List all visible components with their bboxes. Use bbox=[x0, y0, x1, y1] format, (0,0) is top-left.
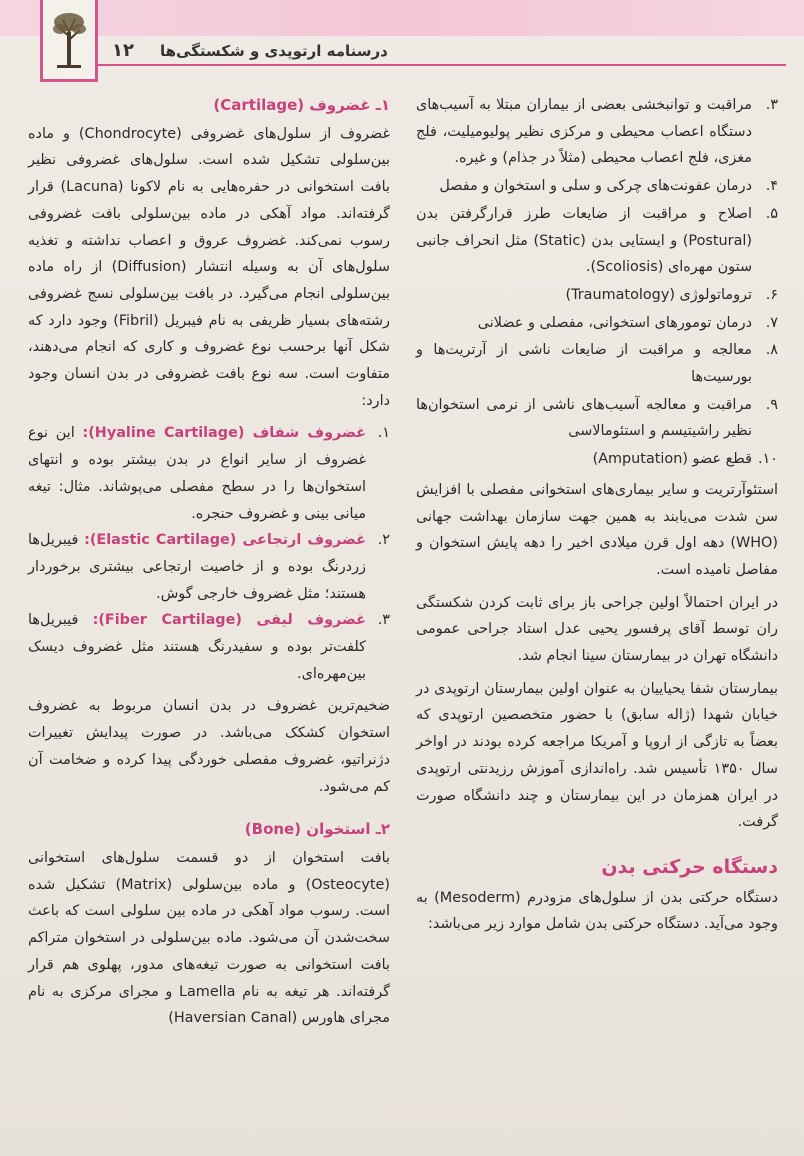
paragraph: در ایران احتمالاً اولین جراحی باز برای ثابت کردن شکستگی ران توسط آقای پرفسور یحیی عدل استاد جراحی عمومی دانشگاه تهران در بیمارستان سینا انجام شد. bbox=[416, 594, 778, 665]
list-item: ۵. اصلاح و مراقبت از ضایعات طرز قرارگرفتن بدن (Postural) و ایستایی بدن (Static) مثل انحراف جانبی ستون مهره‌ای (Scoliosis). bbox=[416, 205, 778, 276]
list-item: ۱۰. قطع عضو (Amputation) bbox=[592, 451, 778, 468]
list-item: ۱. غضروف شفاف (Hyaline Cartilage): این نوع غضروف از سایر انواع در بدن بیشتر بوده و انتهای استخوان‌ها را در سطح مفصلی می‌پوشاند. مثال: تیغه میانی بینی و غضروف حنجره. bbox=[28, 425, 390, 522]
paragraph: غضروف از سلول‌های غضروفی (Chondrocyte) و ماده بین‌سلولی تشکیل شده است. سلول‌های غضروفی نظیر بافت استخوانی در حفره‌هایی به نام لاکونا (Lacuna) قرار گرفته‌اند. مواد آهکی در ماده بین‌سلولی بافت غضروفی رسوب نمی‌کند. غضروف عروق و اعصاب نداشته و تغذیه سلول‌های آن به وسیله انتشار (Diffusion) از راه ماده بین‌سلولی انجام می‌گیرد. در بافت بین‌سلولی نسج غضروفی رشته‌های بسیار ظریفی به نام فیبریل (Fibril) وجود دارد که شکل آنها برحسب نوع غضروف و کاری که انجام می‌دهند، متفاوت است. سه نوع بافت غضروفی در بدن انسان وجود دارد: bbox=[28, 125, 391, 409]
list-item: ۲. غضروف ارتجاعی (Elastic Cartilage): فیبریل‌ها زردرنگ بوده و از خاصیت ارتجاعی بیشتری برخوردار هستند؛ مثل غضروف خارجی گوش. bbox=[28, 532, 390, 602]
paragraph: بیمارستان شفا یحیاییان به عنوان اولین بیمارستان ارتوپدی در خیابان شهدا (ژاله سابق) با حضور متخصصین ارتوپدی که بعضاً به تازگی از اروپا و آمریکا مراجعه کرده بودند در اواخر سال ۱۳۵۰ تأسیس شد. راه‌اندازی آموزش رزیدنتی ارتوپدی در ایران همزمان در این بیمارستان و چند دانشگاه صورت گرفت. bbox=[416, 680, 778, 831]
header-band bbox=[0, 0, 804, 36]
book-title: درسنامه ارتوپدی و شکستگی‌ها bbox=[160, 42, 388, 60]
header-rule bbox=[98, 64, 786, 66]
list-item: ۷. درمان تومورهای استخوانی، مفصلی و عضلانی bbox=[477, 314, 778, 331]
tree-icon bbox=[49, 10, 89, 70]
paragraph: دستگاه حرکتی بدن از سلول‌های مزودرم (Mesoderm) به وجود می‌آید. دستگاه حرکتی بدن شامل موارد زیر می‌باشد: bbox=[416, 889, 778, 933]
left-column bbox=[28, 92, 390, 1038]
logo-box bbox=[40, 0, 98, 82]
list-item: ۳. غضروف لیفی (Fiber Cartilage): فیبریل‌ها کلفت‌تر بوده و سفیدرنگ هستند مثل غضروف دیسک بین‌مهره‌ای. bbox=[28, 612, 390, 682]
paragraph: استئوآرتریت و سایر بیماری‌های استخوانی مفصلی با افزایش سن شدت می‌یابند به همین جهت سازمان بهداشت جهانی (WHO) دهه اول قرن میلادی اخیر را دهه پایش استخوان و مفاصل نامیده است. bbox=[416, 481, 778, 578]
section-heading: دستگاه حرکتی بدن bbox=[601, 855, 778, 878]
list-item: ۶. تروماتولوژی (Traumatology) bbox=[565, 286, 778, 303]
cartilage-heading: ۱ـ غضروف (Cartilage) bbox=[213, 96, 390, 114]
right-column bbox=[416, 92, 778, 944]
page-number: ۱۲ bbox=[112, 40, 134, 61]
list-item: ۸. معالجه و مراقبت از ضایعات ناشی از آرتریت‌ها و بورسیت‌ها bbox=[416, 342, 778, 386]
list-item: ۳. مراقبت و توانبخشی بعضی از بیماران مبتلا به آسیب‌های دستگاه اعصاب محیطی و مرکزی نظیر پولیومیلیت، فلج مغزی، فلج اعصاب محیطی (مثلاً در جذام) و غیره. bbox=[416, 97, 778, 167]
paragraph: ضخیم‌ترین غضروف در بدن انسان مربوط به غضروف استخوان کشکک می‌باشد. در صورت پیدایش تغییرات دژنراتیو، غضروف مفصلی خوردگی پیدا کرده و ضخامت آن کم می‌شود. bbox=[28, 698, 390, 795]
bone-heading: ۲ـ استخوان (Bone) bbox=[244, 820, 390, 839]
list-item: ۴. درمان عفونت‌های چرکی و سلی و استخوان و مفصل bbox=[439, 178, 778, 195]
paragraph: بافت استخوان از دو قسمت سلول‌های استخوانی (Osteocyte) و ماده بین‌سلولی (Matrix) تشکیل شده است. رسوب مواد آهکی در ماده بین سلولی است که باعث سخت‌شدن آن می‌شود. ماده بین‌سلولی در استخوان متراکم بافت استخوانی به صورت تیغه‌های مدور، پهلوی هم قرار گرفته‌اند. هر تیغه به نام Lamella و مجرای مرکزی به نام مجرای هاورس (Haversian Canal) bbox=[28, 849, 390, 1027]
list-item: ۹. مراقبت و معالجه آسیب‌های ناشی از نرمی استخوان‌ها نظیر راشیتیسم و استئومالاسی bbox=[416, 396, 778, 440]
